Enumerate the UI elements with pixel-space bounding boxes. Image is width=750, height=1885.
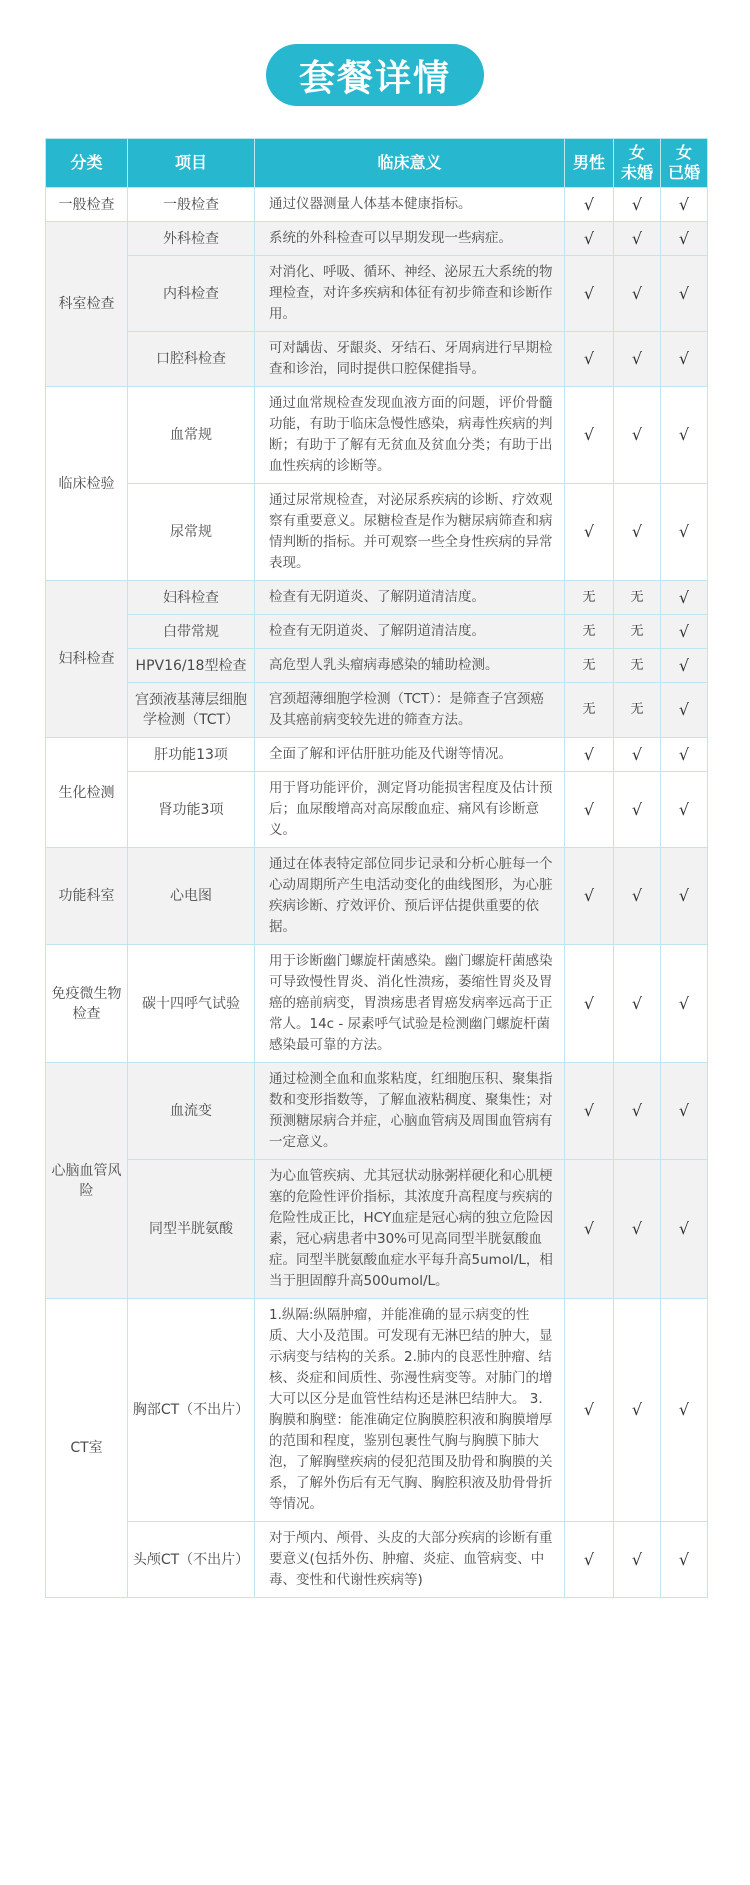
table-row	[46, 738, 708, 772]
item-cell: 内科检查	[128, 256, 255, 332]
female-married-mark: √	[661, 738, 708, 772]
meaning-cell: 为心血管疾病、尤其冠状动脉粥样硬化和心肌梗塞的危险性评价指标，其浓度升高程度与疾病的危险性成正比，HCY血症是冠心病的独立危险因素，冠心病患者中30%可见高同型半胱氨酸血症。同型半胱氨酸血症水平每升高5umol/L，相当于胆固醇升高500umol/L。	[255, 1160, 565, 1299]
meaning-cell: 用于肾功能评价，测定肾功能损害程度及估计预后；血尿酸增高对高尿酸血症、痛风有诊断意义。	[255, 772, 565, 848]
item-cell: 尿常规	[128, 484, 255, 581]
header-category: 分类	[46, 139, 128, 188]
female-unmarried-mark: 无	[614, 649, 661, 683]
female-unmarried-mark: √	[614, 332, 661, 387]
table-body	[46, 188, 708, 1598]
item-cell: 外科检查	[128, 222, 255, 256]
category-cell: 免疫微生物检查	[46, 945, 128, 1063]
female-married-mark: √	[661, 1522, 708, 1598]
male-mark: √	[565, 1299, 614, 1522]
female-unmarried-mark: √	[614, 945, 661, 1063]
female-unmarried-mark: 无	[614, 615, 661, 649]
meaning-cell: 宫颈超薄细胞学检测（TCT）：是筛查子宫颈癌及其癌前病变较先进的筛查方法。	[255, 683, 565, 738]
male-mark: √	[565, 1522, 614, 1598]
meaning-cell: 用于诊断幽门螺旋杆菌感染。幽门螺旋杆菌感染可导致慢性胃炎、消化性溃疡，萎缩性胃炎及胃癌的癌前病变，胃溃疡患者胃癌发病率远高于正常人。14c - 尿素呼气试验是检测幽门螺旋杆菌感染最可靠的方法。	[255, 945, 565, 1063]
table-row	[46, 484, 708, 581]
female-married-mark: √	[661, 683, 708, 738]
female-married-mark: √	[661, 222, 708, 256]
female-married-mark: √	[661, 772, 708, 848]
meaning-cell: 对于颅内、颅骨、头皮的大部分疾病的诊断有重要意义(包括外伤、肿瘤、炎症、血管病变、中毒、变性和代谢性疾病等)	[255, 1522, 565, 1598]
table-row	[46, 581, 708, 615]
female-married-mark: √	[661, 1063, 708, 1160]
female-married-mark: √	[661, 1160, 708, 1299]
female-unmarried-mark: √	[614, 1063, 661, 1160]
table-row	[46, 649, 708, 683]
female-unmarried-mark: 无	[614, 683, 661, 738]
category-cell: CT室	[46, 1299, 128, 1598]
female-married-mark: √	[661, 649, 708, 683]
meaning-cell: 通过仪器测量人体基本健康指标。	[255, 188, 565, 222]
male-mark: √	[565, 188, 614, 222]
meaning-cell: 高危型人乳头瘤病毒感染的辅助检测。	[255, 649, 565, 683]
female-unmarried-mark: √	[614, 188, 661, 222]
male-mark: √	[565, 332, 614, 387]
female-unmarried-mark: √	[614, 1160, 661, 1299]
meaning-cell: 对消化、呼吸、循环、神经、泌尿五大系统的物理检查，对许多疾病和体征有初步筛查和诊断作用。	[255, 256, 565, 332]
header-female-married-line1: 女	[675, 143, 692, 162]
female-unmarried-mark: √	[614, 1299, 661, 1522]
category-cell: 心脑血管风险	[46, 1063, 128, 1299]
male-mark: 无	[565, 683, 614, 738]
male-mark: √	[565, 222, 614, 256]
item-cell: HPV16/18型检查	[128, 649, 255, 683]
meaning-cell: 通过血常规检查发现血液方面的问题，评价骨髓功能，有助于临床急慢性感染，病毒性疾病的判断；有助于了解有无贫血及贫血分类；有助于出血性疾病的诊断等。	[255, 387, 565, 484]
item-cell: 肝功能13项	[128, 738, 255, 772]
item-cell: 胸部CT（不出片）	[128, 1299, 255, 1522]
female-married-mark: √	[661, 188, 708, 222]
item-cell: 一般检查	[128, 188, 255, 222]
table-row	[46, 1299, 708, 1522]
table-row	[46, 188, 708, 222]
category-cell: 科室检查	[46, 222, 128, 387]
female-unmarried-mark: √	[614, 222, 661, 256]
male-mark: √	[565, 772, 614, 848]
category-cell: 生化检测	[46, 738, 128, 848]
male-mark: 无	[565, 615, 614, 649]
meaning-cell: 1.纵隔:纵隔肿瘤，并能准确的显示病变的性质、大小及范围。可发现有无淋巴结的肿大，显示病变与结构的关系。2.肺内的良恶性肿瘤、结核、炎症和间质性、弥漫性病变等。对肺门的增大可以区分是血管性结构还是淋巴结肿大。 3.胸膜和胸壁：能准确定位胸膜腔积液和胸膜增厚的范围和程度，鉴别包裹性气胸与胸膜下肺大泡，了解胸壁疾病的侵犯范围及肋骨和胸膜的关系，了解外伤后有无气胸、胸腔积液及肋骨骨折等情况。	[255, 1299, 565, 1522]
item-cell: 宫颈液基薄层细胞学检测（TCT）	[128, 683, 255, 738]
female-married-mark: √	[661, 581, 708, 615]
category-cell: 功能科室	[46, 848, 128, 945]
table-row	[46, 945, 708, 1063]
item-cell: 心电图	[128, 848, 255, 945]
header-female-unmarried-line2: 未婚	[620, 163, 653, 182]
category-cell: 一般检查	[46, 188, 128, 222]
item-cell: 同型半胱氨酸	[128, 1160, 255, 1299]
meaning-cell: 通过在体表特定部位同步记录和分析心脏每一个心动周期所产生电活动变化的曲线图形，为心脏疾病诊断、疗效评价、预后评估提供重要的依据。	[255, 848, 565, 945]
header-male: 男性	[565, 139, 614, 188]
package-detail-table	[45, 138, 708, 1598]
page-title: 套餐详情	[266, 44, 484, 106]
female-married-mark: √	[661, 484, 708, 581]
table-row	[46, 1160, 708, 1299]
table-header-row	[46, 139, 708, 188]
male-mark: √	[565, 387, 614, 484]
female-married-mark: √	[661, 387, 708, 484]
item-cell: 口腔科检查	[128, 332, 255, 387]
female-unmarried-mark: √	[614, 772, 661, 848]
header-female-unmarried	[614, 139, 661, 188]
meaning-cell: 系统的外科检查可以早期发现一些病症。	[255, 222, 565, 256]
item-cell: 血常规	[128, 387, 255, 484]
table-row	[46, 772, 708, 848]
meaning-cell: 通过尿常规检查，对泌尿系疾病的诊断、疗效观察有重要意义。尿糖检查是作为糖尿病筛查和病情判断的指标。并可观察一些全身性疾病的异常表现。	[255, 484, 565, 581]
female-unmarried-mark: 无	[614, 581, 661, 615]
female-unmarried-mark: √	[614, 256, 661, 332]
item-cell: 碳十四呼气试验	[128, 945, 255, 1063]
table-row	[46, 332, 708, 387]
table-row	[46, 222, 708, 256]
male-mark: 无	[565, 581, 614, 615]
header-meaning: 临床意义	[255, 139, 565, 188]
male-mark: √	[565, 848, 614, 945]
female-married-mark: √	[661, 256, 708, 332]
meaning-cell: 可对龋齿、牙龈炎、牙结石、牙周病进行早期检查和诊治，同时提供口腔保健指导。	[255, 332, 565, 387]
table-row	[46, 387, 708, 484]
male-mark: √	[565, 1160, 614, 1299]
male-mark: √	[565, 256, 614, 332]
category-cell: 妇科检查	[46, 581, 128, 738]
item-cell: 肾功能3项	[128, 772, 255, 848]
header-female-unmarried-line1: 女	[628, 143, 645, 162]
title-area	[0, 0, 750, 110]
meaning-cell: 通过检测全血和血浆粘度，红细胞压积、聚集指数和变形指数等，了解血液粘稠度、聚集性；对预测糖尿病合并症，心脑血管病及周围血管病有一定意义。	[255, 1063, 565, 1160]
item-cell: 头颅CT（不出片）	[128, 1522, 255, 1598]
table-row	[46, 256, 708, 332]
female-unmarried-mark: √	[614, 484, 661, 581]
header-female-married-line2: 已婚	[667, 163, 700, 182]
male-mark: √	[565, 945, 614, 1063]
meaning-cell: 全面了解和评估肝脏功能及代谢等情况。	[255, 738, 565, 772]
male-mark: √	[565, 738, 614, 772]
female-unmarried-mark: √	[614, 848, 661, 945]
table-row	[46, 1522, 708, 1598]
table-row	[46, 848, 708, 945]
item-cell: 血流变	[128, 1063, 255, 1160]
female-unmarried-mark: √	[614, 387, 661, 484]
item-cell: 白带常规	[128, 615, 255, 649]
meaning-cell: 检查有无阴道炎、了解阴道清洁度。	[255, 581, 565, 615]
female-married-mark: √	[661, 848, 708, 945]
header-female-married	[661, 139, 708, 188]
male-mark: √	[565, 484, 614, 581]
table-row	[46, 1063, 708, 1160]
male-mark: √	[565, 1063, 614, 1160]
female-unmarried-mark: √	[614, 738, 661, 772]
female-married-mark: √	[661, 615, 708, 649]
male-mark: 无	[565, 649, 614, 683]
category-cell: 临床检验	[46, 387, 128, 581]
table-row	[46, 615, 708, 649]
meaning-cell: 检查有无阴道炎、了解阴道清洁度。	[255, 615, 565, 649]
female-married-mark: √	[661, 1299, 708, 1522]
header-item: 项目	[128, 139, 255, 188]
female-unmarried-mark: √	[614, 1522, 661, 1598]
female-married-mark: √	[661, 332, 708, 387]
item-cell: 妇科检查	[128, 581, 255, 615]
female-married-mark: √	[661, 945, 708, 1063]
table-row	[46, 683, 708, 738]
